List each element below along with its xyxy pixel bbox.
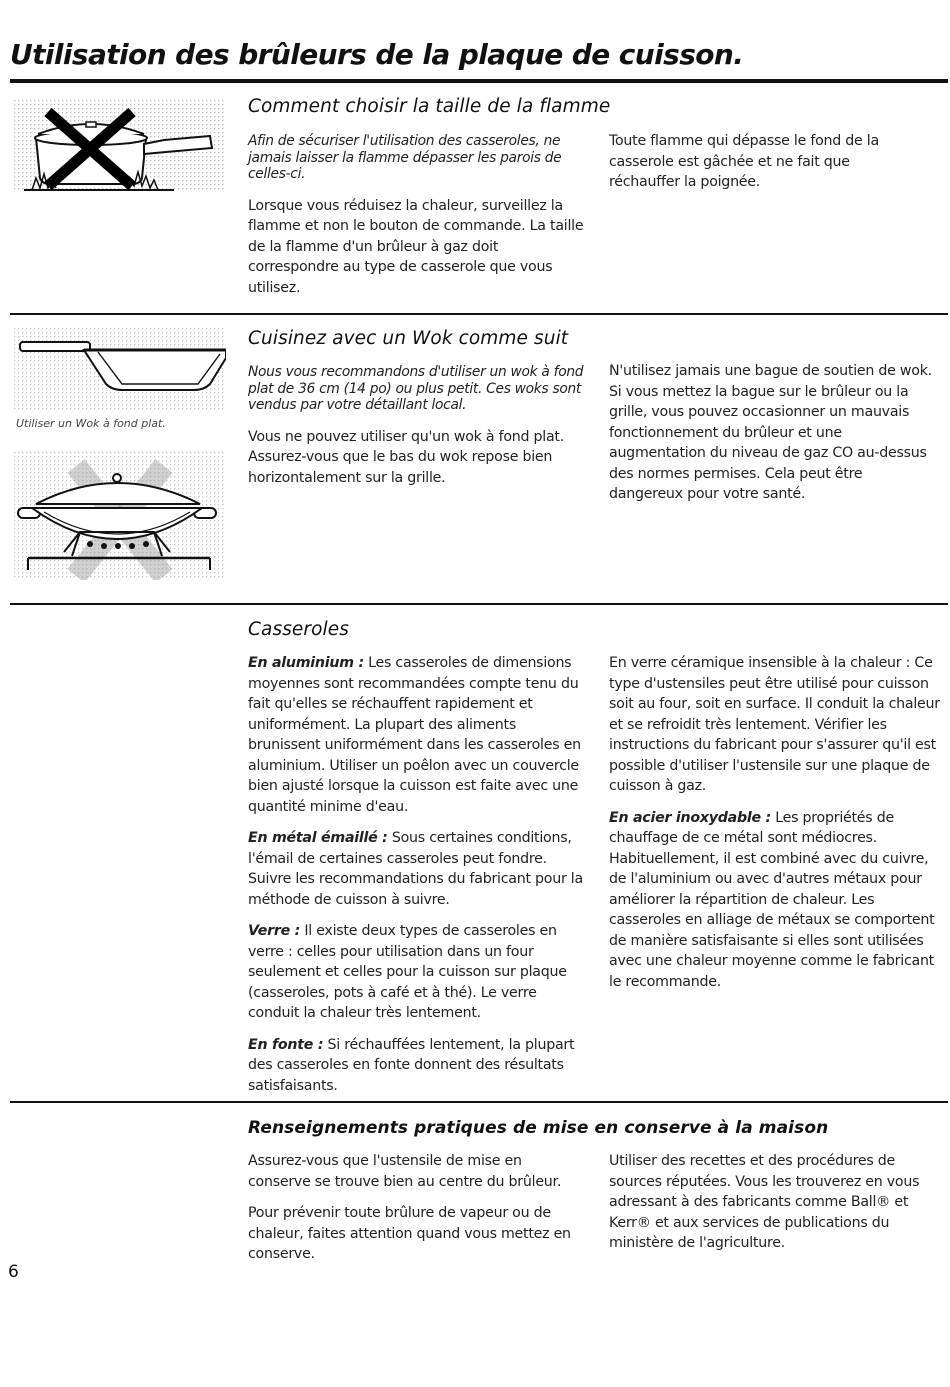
- section-rule-3: [10, 1101, 948, 1103]
- castiron-text: Si réchauffées lentement, la plupart des casseroles en fonte donnent des résultats satisfaisants.: [248, 1036, 575, 1094]
- canning-right-p1: Utiliser des recettes et des procédures de sources réputées. Vous les trouverez en vous adressant à des fabricants comme Ball® et Kerr® et aux services de publications du ministère de l'agriculture.: [609, 1153, 920, 1251]
- wok-right-column: [609, 361, 939, 516]
- pans-left-column: [248, 653, 584, 1107]
- wok-heading: Cuisinez avec un Wok comme suit: [248, 328, 569, 349]
- enamel-text: Sous certaines conditions, l'émail de certaines casseroles peut fondre. Suivre les recommandations du fabricant pour la méthode de cuisson à suivre.: [248, 830, 583, 908]
- canning-left-column: [248, 1151, 578, 1276]
- stainless-text: Les propriétés de chauffage de ce métal sont médiocres. Habituellement, il est combiné avec du cuivre, de l'aluminium ou avec d'autres métaux pour améliorer la répartition de chaleur. Les casseroles en alliage de métaux se comportent de manière satisfaisante si elles sont utilisées avec une chaleur moyenne comme le fabricant le recommande.: [609, 809, 935, 990]
- flame-right-column: [609, 131, 884, 204]
- title-rule: [10, 79, 948, 83]
- castiron-lead: En fonte :: [248, 1036, 324, 1053]
- section-rule-2: [10, 603, 948, 605]
- pans-glass: [248, 921, 584, 1024]
- canning-left-p2: Pour prévenir toute brûlure de vapeur ou de chaleur, faites attention quand vous mettez en conserve.: [248, 1205, 571, 1262]
- canning-left-p1: Assurez-vous que l'ustensile de mise en conserve se trouve bien au centre du brûleur.: [248, 1153, 562, 1190]
- pans-stainless: [609, 808, 949, 993]
- pans-heading: Casseroles: [248, 619, 349, 640]
- glass-lead: Verre :: [248, 923, 301, 939]
- pan-flame-illustration: [14, 100, 226, 192]
- pans-ceramic: En verre céramique insensible à la chaleur : Ce type d'ustensiles peut être utilisé pour cuisson soit au four, soit en surface. Il conduit la chaleur et se refroidit très lentement. Vérifier les instructions du fabricant pour s'assurer qu'il est possible d'utiliser l'ustensile sur une plaque de cuisson à gaz.: [609, 655, 940, 794]
- pans-enamel: [248, 828, 584, 910]
- pans-aluminium: [248, 653, 584, 817]
- flame-left-p2: Lorsque vous réduisez la chaleur, surveillez la flamme et non le bouton de commande. La taille de la flamme d'un brûleur à gaz doit correspondre au type de casserole que vous utilisez.: [248, 197, 584, 296]
- wok-left-column: [248, 364, 588, 499]
- canning-right-column: [609, 1151, 939, 1265]
- canning-heading: Renseignements pratiques de mise en conserve à la maison: [248, 1118, 829, 1138]
- glass-text: Il existe deux types de casseroles en verre : celles pour utilisation dans un four seulement et celles pour la cuisson sur plaque (casseroles, pots à café et à thé). Le verre conduit la chaleur très lentement.: [248, 923, 567, 1021]
- pans-right-column: [609, 653, 949, 1003]
- flame-left-p1: Afin de sécuriser l'utilisation des casseroles, ne jamais laisser la flamme dépasser les parois de celles-ci.: [248, 133, 562, 182]
- aluminium-lead: En aluminium :: [248, 655, 364, 671]
- wok-left-p1: Nous vous recommandons d'utiliser un wok à fond plat de 36 cm (14 po) ou plus petit. Ces woks sont vendus par votre détaillant local.: [248, 364, 584, 413]
- enamel-lead: En métal émaillé :: [248, 830, 388, 846]
- stainless-lead: En acier inoxydable :: [609, 809, 771, 826]
- wok-ring-illustration: [14, 452, 226, 580]
- flame-heading: Comment choisir la taille de la flamme: [248, 96, 611, 117]
- pans-castiron: [248, 1035, 584, 1097]
- wok-right-p1: N'utilisez jamais une bague de soutien de wok. Si vous mettez la bague sur le brûleur ou la grille, vous pouvez occasionner un mauvais fonctionnement du brûleur et une augmentation du niveau de gaz CO au-dessus des normes permises. Cela peut être dangereux pour votre santé.: [609, 363, 932, 502]
- aluminium-text: Les casseroles de dimensions moyennes sont recommandées compte tenu du fait qu'elles se réchauffent rapidement et uniformément. La plupart des aliments brunissent uniformément dans les casseroles en aluminium. Utiliser un poêlon avec un couvercle bien ajusté lorsque la cuisson est faite avec une quantité minime d'eau.: [248, 655, 581, 815]
- page-number: 6: [8, 1262, 19, 1282]
- flame-right-p1: Toute flamme qui dépasse le fond de la casserole est gâchée et ne fait que réchauffer la poignée.: [609, 133, 879, 190]
- wok-caption: Utiliser un Wok à fond plat.: [16, 417, 166, 430]
- flame-left-column: [248, 133, 588, 309]
- section-rule-1: [10, 313, 948, 315]
- page-title: Utilisation des brûleurs de la plaque de cuisson.: [10, 38, 744, 71]
- wok-left-p2: Vous ne pouvez utiliser qu'un wok à fond plat. Assurez-vous que le bas du wok repose bien horizontalement sur la grille.: [248, 428, 565, 486]
- flat-wok-illustration: [14, 328, 226, 412]
